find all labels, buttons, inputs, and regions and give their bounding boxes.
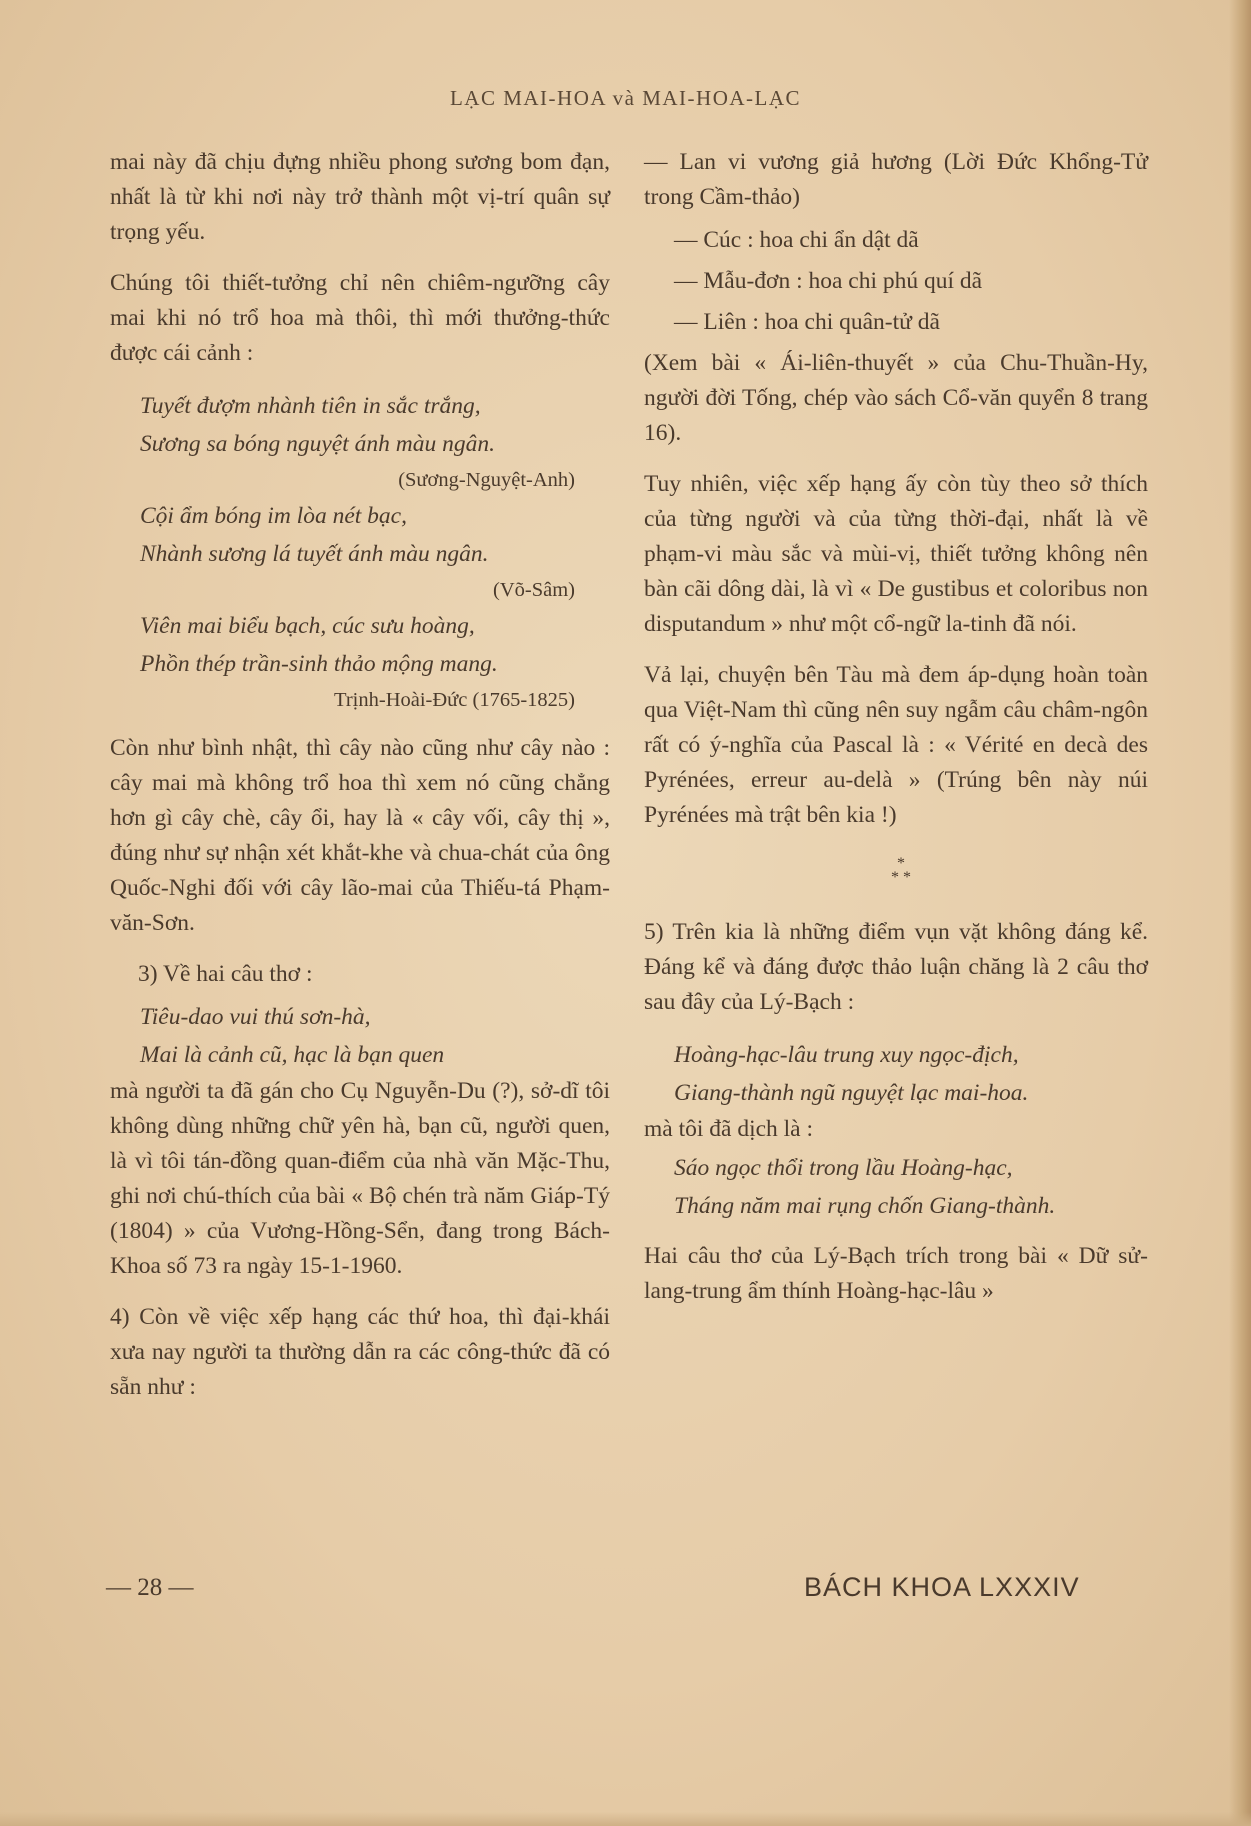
verse-line: Sương sa bóng nguyệt ánh màu ngân. bbox=[140, 431, 495, 457]
left-column bbox=[110, 145, 610, 1421]
verse-line: Tuyết đượm nhành tiên in sắc trắng, bbox=[140, 393, 481, 419]
paragraph: (Xem bài « Ái-liên-thuyết » của Chu-Thuần-Hy, người đời Tống, chép vào sách Cổ-văn quyển 8 trang 16). bbox=[644, 350, 1148, 446]
quote-line: — Cúc : hoa chi ẩn dật dã bbox=[674, 227, 919, 253]
verse-line: Cội ẩm bóng im lòa nét bạc, bbox=[140, 503, 407, 529]
paragraph: Vả lại, chuyện bên Tàu mà đem áp-dụng hoàn toàn qua Việt-Nam thì cũng nên suy ngẫm câu châm-ngôn rất có ý-nghĩa của Pascal là : « Vérité en decà des Pyrénées, erreur au-delà » (Trúng bên này núi Pyrénées mà trật bên kia !) bbox=[644, 662, 1148, 828]
page-bottom-shadow bbox=[0, 1812, 1251, 1826]
paragraph: Hai câu thơ của Lý-Bạch trích trong bài « Dữ sử-lang-trung ẩm thính Hoàng-hạc-lâu » bbox=[644, 1243, 1148, 1304]
paragraph: mai này đã chịu đựng nhiều phong sương bom đạn, nhất là từ khi nơi này trở thành một vị-trí quân sự trọng yếu. bbox=[110, 149, 610, 245]
paragraph: mà tôi đã dịch là : bbox=[644, 1116, 814, 1142]
paragraph: 5) Trên kia là những điểm vụn vặt không đáng kể. Đáng kể và đáng được thảo luận chăng là 2 câu thơ sau đây của Lý-Bạch : bbox=[644, 919, 1148, 1015]
page-number: — 28 — bbox=[106, 1574, 194, 1601]
verse-line: Sáo ngọc thổi trong lầu Hoàng-hạc, bbox=[674, 1155, 1013, 1181]
verse-attribution: (Sương-Nguyệt-Anh) bbox=[398, 469, 575, 491]
paragraph: 4) Còn về việc xếp hạng các thứ hoa, thì đại-khái xưa nay người ta thường dẫn ra các công-thức đã có sẵn như : bbox=[110, 1304, 610, 1400]
verse-line: Phồn thép trần-sinh thảo mộng mang. bbox=[140, 651, 498, 677]
running-header: LẠC MAI-HOA và MAI-HOA-LẠC bbox=[449, 86, 802, 110]
quote-line: — Lan vi vương giả hương (Lời Đức Khổng-Tử trong Cầm-thảo) bbox=[644, 149, 1148, 210]
paragraph: Tuy nhiên, việc xếp hạng ấy còn tùy theo sở thích của từng người và của từng thời-đại, nhất là về phạm-vi màu sắc và mùi-vị, thiết tưởng không nên bàn cãi dông dài, là vì « De gustibus et coloribus non disputandum » như một cổ-ngữ la-tinh đã nói. bbox=[644, 471, 1148, 637]
paragraph: mà người ta đã gán cho Cụ Nguyễn-Du (?), sở-dĩ tôi không dùng những chữ yên hà, bạn cũ, người quen, là vì tôi tán-đồng quan-điểm của nhà văn Mặc-Thu, ghi nơi chú-thích của bài « Bộ chén trà năm Giáp-Tý (1804) » của Vương-Hồng-Sển, đang trong Bách-Khoa số 73 ra ngày 15-1-1960. bbox=[110, 1078, 610, 1279]
quote-line: — Liên : hoa chi quân-tử dã bbox=[674, 309, 940, 335]
paragraph: Còn như bình nhật, thì cây nào cũng như cây nào : cây mai mà không trổ hoa thì xem nó cũng chẳng hơn gì cây chè, cây ổi, hay là « cây vối, cây thị », đúng như sự nhận xét khắt-khe và chua-chát của ông Quốc-Nghi đối với cây lão-mai của Thiếu-tá Phạm-văn-Sơn. bbox=[110, 735, 610, 936]
verse-line: Giang-thành ngũ nguyệt lạc mai-hoa. bbox=[674, 1080, 1029, 1106]
verse-line: Hoàng-hạc-lâu trung xuy ngọc-địch, bbox=[674, 1042, 1019, 1068]
section-heading: 3) Về hai câu thơ : bbox=[138, 961, 313, 987]
verse-attribution: Trịnh-Hoài-Đức (1765-1825) bbox=[334, 689, 575, 711]
verse-line: Nhành sương lá tuyết ánh màu ngân. bbox=[140, 541, 489, 567]
separator-stars: * * bbox=[891, 869, 911, 886]
right-column bbox=[644, 145, 1148, 1325]
quote-line: — Mẫu-đơn : hoa chi phú quí dã bbox=[674, 268, 983, 294]
journal-name: BÁCH KHOA LXXXIV bbox=[804, 1572, 1080, 1602]
verse-line: Tiêu-dao vui thú sơn-hà, bbox=[140, 1004, 371, 1030]
verse-line: Mai là cảnh cũ, hạc là bạn quen bbox=[140, 1042, 445, 1068]
verse-line: Tháng năm mai rụng chốn Giang-thành. bbox=[674, 1193, 1056, 1219]
verse-line: Viên mai biểu bạch, cúc sưu hoàng, bbox=[140, 613, 475, 639]
page-edge-shadow bbox=[1229, 0, 1251, 1826]
verse-attribution: (Võ-Sâm) bbox=[493, 579, 575, 601]
separator-star: * bbox=[897, 855, 905, 872]
section-separator bbox=[644, 857, 1148, 885]
paragraph: Chúng tôi thiết-tưởng chỉ nên chiêm-ngưỡng cây mai khi nó trổ hoa mà thôi, thì mới thưởng-thức được cái cảnh : bbox=[110, 270, 610, 366]
